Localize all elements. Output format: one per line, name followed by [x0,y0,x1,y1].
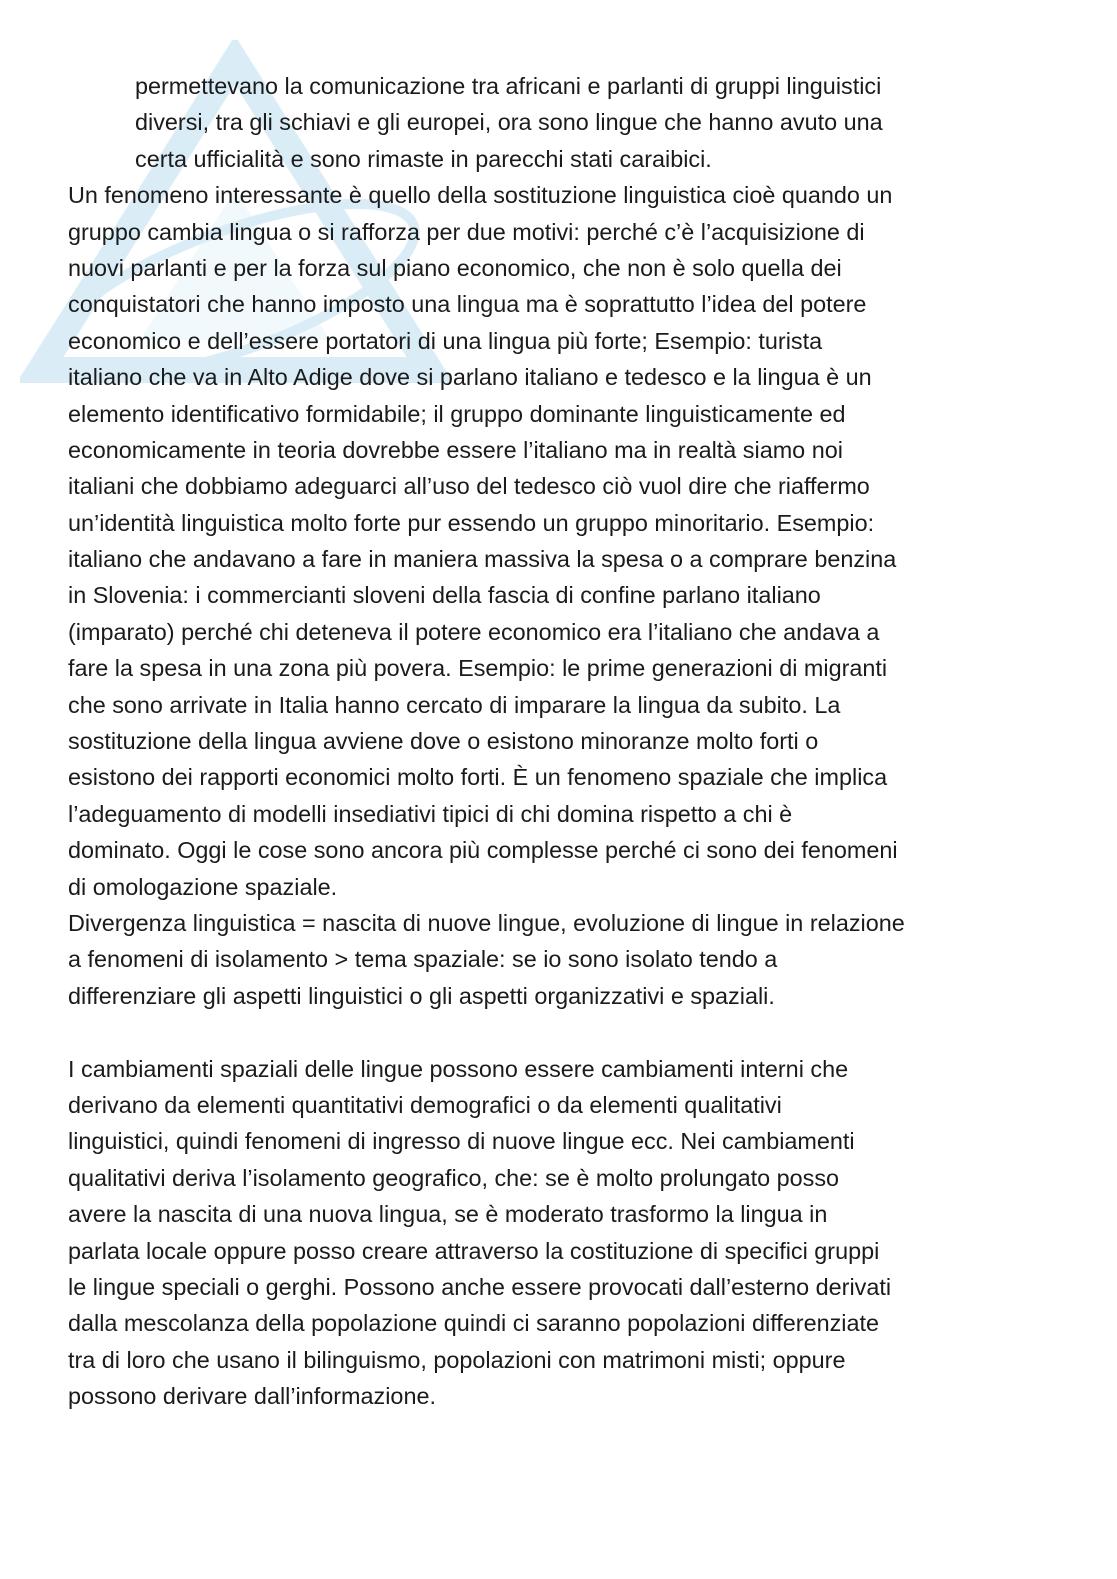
text-line: elemento identificativo formidabile; il gruppo dominante linguisticamente ed [68,400,846,427]
text-line: italiano che va in Alto Adige dove si parlano italiano e tedesco e la lingua è un [68,364,872,391]
text-line: permettevano la comunicazione tra africani e parlanti di gruppi linguistici [135,73,882,99]
text-line: dalla mescolanza della popolazione quindi ci saranno popolazioni differenziate [68,1310,879,1337]
text-line: sostituzione della lingua avviene dove o esistono minoranze molto forti o [68,728,819,755]
text-line: parlata locale oppure posso creare attraverso la costituzione di specifici gruppi [68,1237,880,1264]
paragraph-cambiamenti [68,1051,1058,1415]
text-line: che sono arrivate in Italia hanno cercato di imparare la lingua da subito. La [68,691,841,718]
text-line: diversi, tra gli schiavi e gli europei, ora sono lingue che hanno avuto una [135,109,883,136]
paragraph-spacer [68,1014,1058,1050]
text-line: tra di loro che usano il bilinguismo, popolazioni con matrimoni misti; oppure [68,1346,846,1373]
text-line: avere la nascita di una nuova lingua, se è moderato trasformo la lingua in [68,1201,828,1228]
indented-continuation [68,68,1058,177]
text-line: economicamente in teoria dovrebbe essere l’italiano ma in realtà siamo noi [68,436,843,463]
text-line: le lingue speciali o gerghi. Possono anche essere provocati dall’esterno derivati [68,1273,892,1300]
text-line: linguistici, quindi fenomeni di ingresso di nuove lingue ecc. Nei cambiamenti [68,1128,855,1155]
text-line: derivano da elementi quantitativi demografici o da elementi qualitativi [68,1091,782,1118]
text-line: gruppo cambia lingua o si rafforza per due motivi: perché c’è l’acquisizione di [68,218,865,245]
text-line: nuovi parlanti e per la forza sul piano economico, che non è solo quella dei [68,254,842,281]
text-line: esistono dei rapporti economici molto forti. È un fenomeno spaziale che implica [68,764,888,791]
text-line: (imparato) perché chi deteneva il potere economico era l’italiano che andava a [68,618,880,645]
text-line: italiani che dobbiamo adeguarci all’uso del tedesco ciò vuol dire che riaffermo [68,473,870,500]
text-line: certa ufficialità e sono rimaste in parecchi stati caraibici. [135,145,712,172]
paragraph-sostituzione [68,177,1058,905]
text-line: Un fenomeno interessante è quello della sostituzione linguistica cioè quando un [68,182,893,209]
text-line: I cambiamenti spaziali delle lingue possono essere cambiamenti interni che [68,1055,849,1082]
paragraph-divergenza [68,905,1058,1014]
text-line: fare la spesa in una zona più povera. Esempio: le prime generazioni di migranti [68,655,888,682]
text-line: qualitativi deriva l’isolamento geografico, che: se è molto prolungato posso [68,1164,840,1191]
text-line: di omologazione spaziale. [68,873,338,900]
text-line: italiano che andavano a fare in maniera massiva la spesa o a comprare benzina [68,546,897,573]
text-line: possono derivare dall’informazione. [68,1383,436,1410]
text-line: un’identità linguistica molto forte pur essendo un gruppo minoritario. Esempio: [68,509,875,536]
text-line: dominato. Oggi le cose sono ancora più complesse perché ci sono dei fenomeni [68,837,898,864]
document-body [68,68,1058,1414]
text-line: in Slovenia: i commercianti sloveni della fascia di confine parlano italiano [68,582,821,609]
text-line: conquistatori che hanno imposto una lingua ma è soprattutto l’idea del potere [68,291,867,318]
text-line: Divergenza linguistica = nascita di nuove lingue, evoluzione di lingue in relazione [68,909,905,936]
text-line: differenziare gli aspetti linguistici o gli aspetti organizzativi e spaziali. [68,982,775,1009]
text-line: economico e dell’essere portatori di una lingua più forte; Esempio: turista [68,327,823,354]
text-line: l’adeguamento di modelli insediativi tipici di chi domina rispetto a chi è [68,800,793,827]
text-line: a fenomeni di isolamento > tema spaziale: se io sono isolato tendo a [68,946,778,973]
